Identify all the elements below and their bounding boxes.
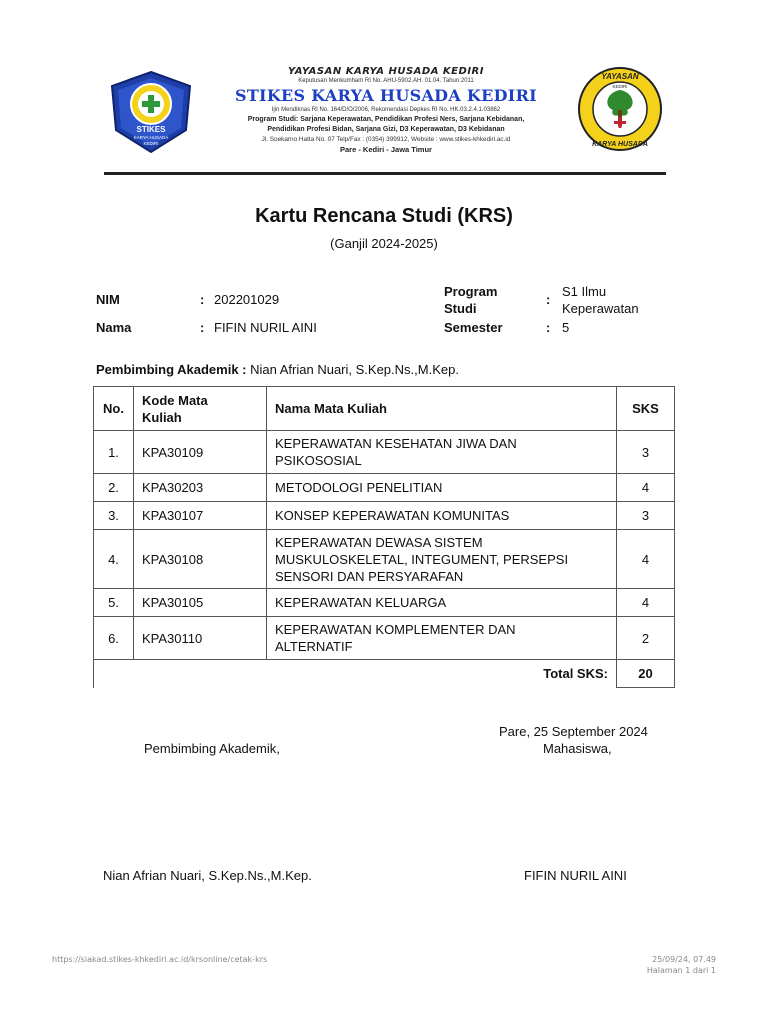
address-text: Jl. Soekarno Hatta No. 07 Telp/Fax : (0354) 399912, Website : www.stikes-khkediri.ac.id [261, 136, 511, 143]
nim-separator: : [200, 292, 205, 307]
name-separator: : [200, 320, 205, 335]
programs-text: Program Studi: Sarjana Keperawatan, Pendidikan Profesi Ners, Sarjana Kebidanan, Pendidikan Profesi Bidan, Sarjana Gizi, D3 Keperawatan, D3 Kebidanan [247, 116, 525, 133]
institution-name: STIKES KARYA HUSADA KEDIRI [235, 86, 537, 105]
table-row: 2. KPA30203 METODOLOGI PENELITIAN 4 [94, 474, 675, 502]
place-date: Pare, 25 September 2024 [499, 724, 648, 739]
document-title: Kartu Rencana Studi (KRS) [255, 205, 513, 227]
header-course-name: Nama Mata Kuliah [267, 387, 617, 431]
header-code: Kode Mata Kuliah [134, 387, 267, 431]
header-sks: SKS [617, 387, 675, 431]
semester-label: Semester [444, 320, 503, 335]
name-value: FIFIN NURIL AINI [214, 320, 317, 335]
table-row: 6. KPA30110 KEPERAWATAN KOMPLEMENTER DAN ALTERNATIF 2 [94, 617, 675, 660]
nim-label: NIM [96, 292, 120, 307]
header-no: No. [94, 387, 134, 431]
program-label: Program Studi [444, 284, 498, 316]
permit-text: Ijin Mendiknas RI No. 164/D/O/2006, Rekomendasi Depkes RI No. HK.03.2.4.1.03862 [271, 107, 501, 113]
svg-text:STIKES: STIKES [136, 125, 166, 134]
advisor-value: Nian Afrian Nuari, S.Kep.Ns.,M.Kep. [250, 362, 459, 377]
print-url: https://siakad.stikes-khkediri.ac.id/krsonline/cetak-krs [52, 955, 268, 964]
semester-value: 5 [562, 320, 570, 335]
svg-text:KEDIRI: KEDIRI [612, 84, 628, 89]
table-row: 3. KPA30107 KONSEP KEPERAWATAN KOMUNITAS 3 [94, 502, 675, 530]
decree-text: Keputusan Menkumham RI No. AHU-5902.AH. 01.04. Tahun 2011 [298, 78, 474, 84]
course-table [93, 386, 675, 688]
student-role: Mahasiswa, [543, 741, 612, 756]
stikes-logo [106, 70, 196, 154]
svg-text:KARYA HUSADA: KARYA HUSADA [133, 135, 169, 140]
table-header-row [94, 387, 675, 431]
svg-text:KEDIRI: KEDIRI [143, 141, 159, 146]
svg-text:YAYASAN: YAYASAN [601, 72, 639, 81]
foundation-name: YAYASAN KARYA HUSADA KEDIRI [288, 66, 484, 77]
program-separator: : [546, 292, 551, 307]
letterhead [226, 66, 546, 154]
academic-advisor [96, 362, 459, 377]
table-row: 1. KPA30109 KEPERAWATAN KESEHATAN JIWA DAN PSIKOSOSIAL 3 [94, 431, 675, 474]
foundation-logo [577, 66, 663, 152]
total-row [94, 660, 675, 688]
total-sks-value: 20 [617, 660, 675, 688]
print-timestamp: 25/09/24, 07.49 [652, 955, 716, 964]
table-row: 5. KPA30105 KEPERAWATAN KELUARGA 4 [94, 589, 675, 617]
name-label: Nama [96, 320, 132, 335]
total-sks-label: Total SKS: [94, 660, 617, 688]
page-number: Halaman 1 dari 1 [646, 966, 716, 975]
student-signature-name: FIFIN NURIL AINI [524, 868, 627, 883]
table-row: 4. KPA30108 KEPERAWATAN DEWASA SISTEM MUSKULOSKELETAL, INTEGUMENT, PERSEPSI SENSORI DAN PERSYARAFAN 4 [94, 530, 675, 589]
document-period: (Ganjil 2024-2025) [330, 236, 438, 251]
advisor-signature-name: Nian Afrian Nuari, S.Kep.Ns.,M.Kep. [103, 868, 312, 883]
nim-value: 202201029 [214, 292, 280, 307]
program-value: S1 Ilmu Keperawatan [562, 284, 639, 316]
city-text: Pare - Kediri - Jawa Timur [340, 145, 432, 154]
svg-text:KARYA HUSADA: KARYA HUSADA [592, 141, 648, 148]
advisor-label: Pembimbing Akademik : [96, 362, 247, 377]
letterhead-divider [104, 172, 666, 175]
advisor-role: Pembimbing Akademik, [144, 741, 280, 756]
semester-separator: : [546, 320, 551, 335]
